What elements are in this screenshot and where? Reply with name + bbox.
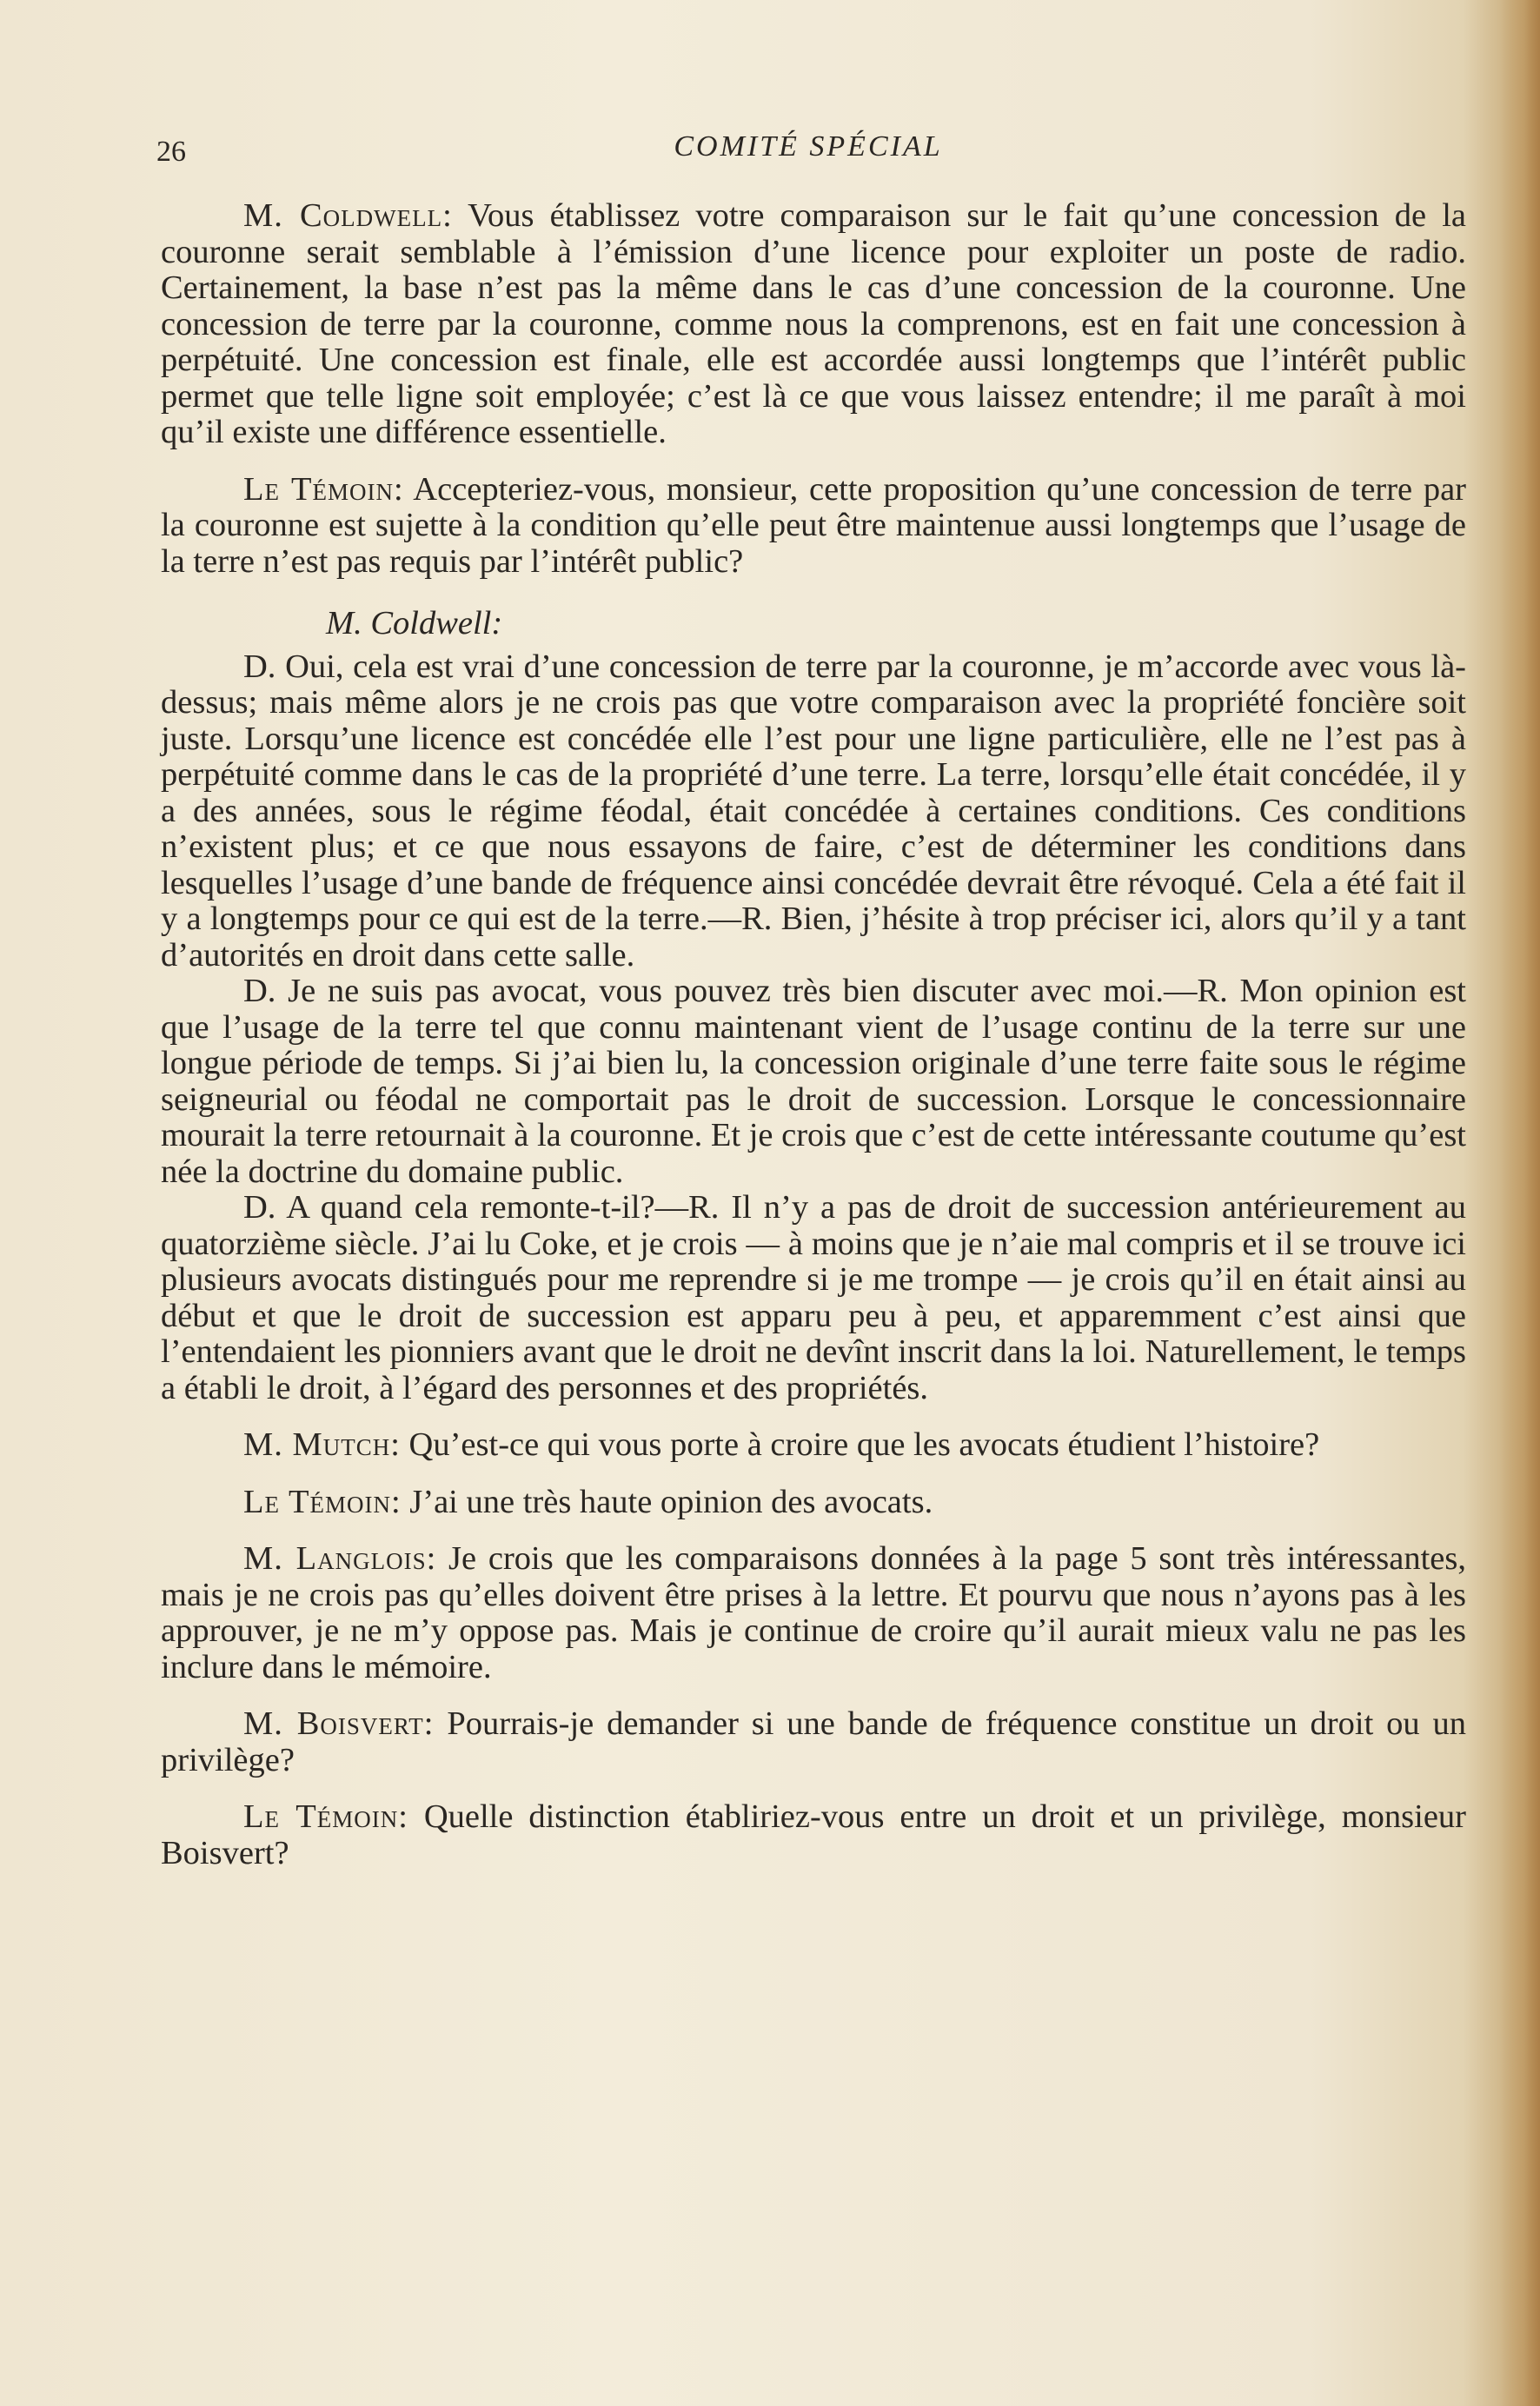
paragraph-question-answer-2: D. Je ne suis pas avocat, vous pouvez très bien discuter avec moi.—R. Mon opinion est que l’usage de la terre tel que connu maintenant vient de l’usage continu de la terre sur une longue période de temps. Si j’ai bien lu, la concession originale d’une terre faite sous le régime seigneurial ou féodal ne comportait pas le droit de succession. Lorsque le concessionnaire mourait la terre retournait à la couronne. Et je crois que c’est de cette intéressante coutume qu’est née la doctrine du domaine public. — [161, 973, 1466, 1190]
paragraph-text: Vous établissez votre comparaison sur le fait qu’une concession de la couronne serait semblable à l’émission d’une licence pour exploiter un poste de radio. Certainement, la base n’est pas la même dans le cas d’une concession de la couronne. Une concession de terre par la couronne, comme nous la comprenons, est en fait une concession à perpétuité. Une concession est finale, elle est accordée aussi longtemps que l’intérêt public permet que telle ligne soit employée; c’est là ce que vous laissez entendre; il me paraît à moi qu’il existe une différence essentielle. — [161, 197, 1466, 450]
paragraph-text: Qu’est-ce qui vous porte à croire que les avocats étudient l’histoire? — [400, 1426, 1320, 1463]
page-number: 26 — [156, 136, 186, 168]
paragraph-boisvert — [161, 1706, 1466, 1778]
running-title: COMITÉ SPÉCIAL — [674, 130, 943, 163]
speaker-label: M. Coldwell: — [243, 197, 453, 234]
paragraph-witness-lawyers — [161, 1485, 1466, 1521]
page-header — [156, 130, 1460, 183]
page-edge-shadow — [1500, 0, 1540, 2406]
speaker-label: M. Boisvert: — [243, 1705, 435, 1742]
speaker-label: Le Témoin: — [243, 1483, 402, 1520]
paragraph-langlois — [161, 1541, 1466, 1685]
page-body — [161, 198, 1466, 1871]
paragraph-text: Je crois que les comparaisons données à la page 5 sont très intéressantes, mais je ne crois pas qu’elles doivent être prises à la lettre. Et pourvu que nous n’ayons pas à les approuver, je ne m’y oppose pas. Mais je continue de croire qu’il aurait mieux valu ne pas les inclure dans le mémoire. — [161, 1540, 1466, 1685]
speaker-label: Le Témoin: — [243, 470, 404, 508]
paragraph-text: Pourrais-je demander si une bande de fréquence constitue un droit ou un privilège? — [161, 1705, 1466, 1778]
paragraph-mutch — [161, 1427, 1466, 1464]
paragraph-witness-distinction — [161, 1799, 1466, 1871]
paragraph-question-answer-3: D. A quand cela remonte-t-il?—R. Il n’y a pas de droit de succession antérieurement au quatorzième siècle. J’ai lu Coke, et je crois — à moins que je n’aie mal compris et il se trouve ici plusieurs avocats distingués pour me reprendre si je me trompe — je crois qu’il en était ainsi au début et que le droit de succession est apparu peu à peu, et apparemment c’est ainsi que l’entendaient les pionniers avant que le droit ne devînt inscrit dans la loi. Naturellement, le temps a établi le droit, à l’égard des personnes et des propriétés. — [161, 1189, 1466, 1406]
paragraph-question-answer-1: D. Oui, cela est vrai d’une concession de terre par la couronne, je m’accorde avec vous là-dessus; mais même alors je ne crois pas que votre comparaison avec la propriété foncière soit juste. Lorsqu’une licence est concédée elle l’est pour une ligne particulière, elle ne l’est pas à perpétuité comme dans le cas de la propriété d’une terre. La terre, lorsqu’elle était concédée, il y a des années, sous le régime féodal, était concédée à certaines conditions. Ces conditions n’existent plus; et ce que nous essayons de faire, c’est de déterminer les conditions dans lesquelles l’usage d’une bande de fréquence ainsi concédée devrait être révoqué. Cela a été fait il y a longtemps pour ce qui est de la terre.—R. Bien, j’hésite à trop préciser ici, alors qu’il y a tant d’autorités en droit dans cette salle. — [161, 648, 1466, 974]
paragraph-text: J’ai une très haute opinion des avocats. — [401, 1483, 933, 1520]
speaker-label: M. Mutch: — [243, 1426, 401, 1463]
paragraph-coldwell-statement — [161, 198, 1466, 451]
paragraph-text: Quelle distinction établiriez-vous entre un droit et un privilège, monsieur Boisvert? — [161, 1798, 1466, 1871]
speaker-label: M. Langlois: — [243, 1540, 437, 1577]
paragraph-witness-question — [161, 472, 1466, 581]
paragraph-text: Accepteriez-vous, monsieur, cette proposition qu’une concession de terre par la couronne est sujette à la condition qu’elle peut être maintenue aussi longtemps que l’usage de la terre n’est pas requis par l’intérêt public? — [161, 470, 1466, 580]
examiner-heading: M. Coldwell: — [326, 605, 503, 641]
speaker-label: Le Témoin: — [243, 1798, 408, 1835]
